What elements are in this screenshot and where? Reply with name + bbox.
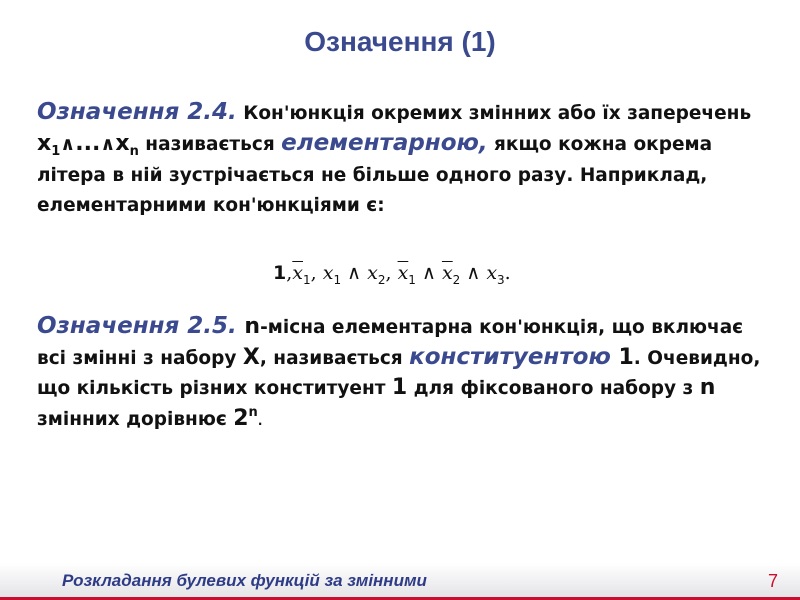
formula-comma: ,: [286, 262, 293, 284]
definition-label: Означення 2.4.: [37, 99, 237, 125]
slide-title: Означення (1): [304, 26, 496, 57]
formula-var: x: [322, 262, 334, 284]
variable-x: x: [37, 130, 52, 156]
variable-x: x: [115, 130, 130, 156]
example-formula: [273, 258, 511, 290]
formula-var-negated: $\overline{x}$: [397, 262, 409, 284]
definition-2-5: [37, 312, 777, 436]
constant-one: 1: [610, 344, 634, 370]
formula-and: ∧: [466, 262, 481, 284]
formula-subscript: 2: [377, 273, 386, 287]
formula-var: x: [367, 262, 378, 284]
formula-comma: ,: [310, 262, 317, 284]
definition-text: якщо кожна окрема літера в ній зустрічається не більше одного разу. Наприклад, елементарними кон'юнкціями є:: [37, 133, 713, 216]
definition-text: -місна елементарна кон'юнкція, що включає всі змінні з набору: [37, 317, 744, 369]
formula-period: .: [504, 262, 511, 284]
subscript: n: [129, 143, 139, 159]
definition-text: для фіксованого набору з: [407, 378, 700, 399]
formula-var: x: [486, 262, 498, 284]
definition-text: Кон'юнкція окремих змінних або їх заперечень: [236, 103, 752, 124]
formula-var-negated: $\overline{x}$: [292, 262, 303, 284]
formula-subscript: 1: [333, 273, 342, 287]
definition-text: . Очевидно, що кількість різних конституент: [37, 347, 761, 399]
formula-subscript: 1: [303, 273, 311, 287]
and-symbol: ∧: [60, 133, 76, 155]
formula-one: 1: [273, 262, 287, 284]
constant-one: 1: [391, 375, 408, 400]
variable-n: n: [236, 314, 261, 339]
formula-and: ∧: [421, 262, 436, 284]
defined-term: елементарною,: [281, 129, 488, 156]
subscript: 1: [51, 143, 61, 159]
definition-2-4: [37, 98, 777, 220]
page-number: 7: [767, 571, 778, 591]
variable-n: n: [699, 375, 716, 400]
formula-subscript: 2: [452, 273, 461, 287]
and-symbol: ∧: [100, 133, 116, 155]
final-period: .: [257, 413, 263, 428]
set-x: X: [242, 344, 260, 370]
exponent-n: n: [248, 404, 258, 420]
footer-title: Розкладання булевих функцій за змінними: [62, 571, 427, 590]
formula-comma: ,: [385, 262, 392, 284]
definition-text: називається: [138, 133, 282, 155]
defined-term: конституентою: [409, 343, 611, 370]
definition-text: , називається: [259, 347, 410, 369]
formula-var-negated: $\overline{x}$: [441, 262, 453, 284]
formula-subscript: 3: [497, 273, 505, 287]
formula-subscript: 1: [408, 273, 416, 287]
formula-and: ∧: [347, 262, 362, 284]
definition-label: Означення 2.5.: [37, 313, 237, 339]
ellipsis: ...: [75, 130, 101, 156]
base-two: 2: [233, 405, 249, 431]
definition-text: змінних дорівнює: [37, 408, 234, 430]
